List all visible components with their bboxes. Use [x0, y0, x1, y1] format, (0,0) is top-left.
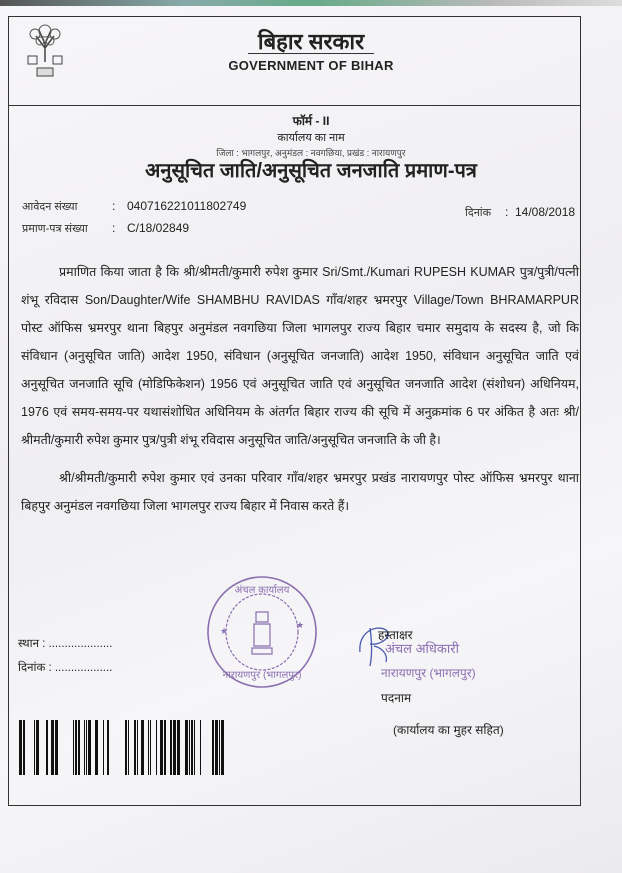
certificate-number-label: प्रमाण-पत्र संख्या [22, 223, 88, 235]
barcode-bar [36, 720, 39, 775]
barcode-bar [177, 720, 180, 775]
barcode-bar [189, 720, 190, 775]
barcode-bar [150, 720, 151, 775]
government-title-hindi: बिहार सरकार [257, 29, 365, 54]
barcode-bar [160, 720, 163, 775]
place-field: स्थान : .................... [18, 638, 113, 650]
barcode-bar [34, 720, 35, 775]
date-label: दिनांक [465, 207, 492, 219]
barcode-bar [128, 720, 129, 775]
barcode-bar [219, 720, 220, 775]
barcode-bar [103, 720, 104, 775]
certificate-title: अनुसूचित जाति/अनुसूचित जनजाति प्रमाण-पत्र [145, 160, 477, 182]
separator: : [112, 221, 116, 235]
barcode-bar [200, 720, 201, 775]
barcode-bar [107, 720, 109, 775]
barcode-bar [215, 720, 218, 775]
barcode-bar [51, 720, 54, 775]
barcode-bar [88, 720, 91, 775]
barcode-bar [221, 720, 224, 775]
office-name-label: कार्यालय का नाम [277, 132, 345, 144]
separator: : [505, 205, 509, 219]
office-seal-stamp [206, 576, 318, 688]
certificate-number-value: C/18/02849 [127, 221, 190, 235]
application-number-label: आवेदन संख्या [22, 201, 78, 213]
barcode-bar [55, 720, 58, 775]
barcode-bar [46, 720, 48, 775]
officer-stamp: अंचल अधिकारी [385, 641, 459, 656]
certification-paragraph: प्रमाणित किया जाता है कि श्री/श्रीमती/कुमारी रुपेश कुमार Sri/Smt./Kumari RUPESH KUMAR पुत्र/पुत्री/पत्नी शंभू रविदास Son/Daughter/Wife SHAMBHU RAVIDAS गाँव/शहर भ्रमरपुर Village/Town BHRAMARPUR पोस्ट ऑफिस भ्रमरपुर थाना बिहपुर अनुमंडल नवगछिया जिला भागलपुर राज्य बिहार चमार समुदाय के सदस्य है, जो कि संविधान (अनुसूचित जाति) आदेश 1950, संविधान (अनुसूचित जनजाति) आदेश 1950, संविधान अनुसूचित जाति एवं अनुसूचित जनजाति सूचि (मोडिफिकेशन) 1956 एवं अनुसूचित जाति एवं अनुसूचित जनजाति आदेश (संशोधन) अधिनियम, 1976 एवं समय-समय-पर यथासंशोधित अधिनियम के अंतर्गत बिहार राज्य की सूचि में अनुक्रमांक 6 पर अंकित है अतः श्री/श्रीमती/कुमारी रुपेश कुमार पुत्र/पुत्री शंभू रविदास अनुसूचित जाति/अनुसूचित जनजाति के जी है। [21, 265, 579, 447]
barcode-bar [141, 720, 144, 775]
date-value: 14/08/2018 [515, 205, 576, 219]
barcode-bar [148, 720, 149, 775]
barcode-bar [194, 720, 195, 775]
separator: : [112, 199, 116, 213]
seal-note: (कार्यालय का मुहर सहित) [393, 723, 504, 737]
barcode-bar [137, 720, 138, 775]
seal-top-text: अंचल कार्यालय [234, 585, 290, 596]
svg-text:★: ★ [220, 626, 229, 636]
barcode-bar [75, 720, 77, 775]
barcode-bar [173, 720, 176, 775]
signature-label: हस्ताक्षर [378, 628, 413, 642]
barcode-bar [134, 720, 136, 775]
barcode-bar [156, 720, 157, 775]
date-field: दिनांक : .................. [18, 662, 113, 674]
office-location: जिला : भागलपुर, अनुमंडल : नवगछिया, प्रखंड : नारायणपुर [216, 148, 406, 158]
barcode-bar [78, 720, 80, 775]
barcode-bar [125, 720, 127, 775]
barcode-bar [86, 720, 87, 775]
government-title-english: GOVERNMENT OF BIHAR [228, 58, 394, 73]
residence-paragraph: श्री/श्रीमती/कुमारी रुपेश कुमार एवं उनका परिवार गाँव/शहर भ्रमरपुर प्रखंड नारायणपुर पोस्ट ऑफिस भ्रमरपुर थाना बिहपुर अनुमंडल नवगछिया जिला भागलपुर राज्य बिहार में निवास करते हैं। [21, 471, 579, 513]
application-number-value: 040716221011802749 [127, 199, 247, 213]
barcode [15, 720, 228, 775]
officer-place-stamp: नारायणपुर (भागलपुर) [381, 666, 476, 680]
header-divider [8, 105, 581, 106]
barcode-bar [170, 720, 172, 775]
barcode-bar [191, 720, 193, 775]
barcode-bar [23, 720, 25, 775]
barcode-bar [164, 720, 166, 775]
barcode-bar [84, 720, 85, 775]
barcode-bar [185, 720, 188, 775]
title-underline [248, 53, 374, 54]
barcode-bar [95, 720, 98, 775]
svg-text:★: ★ [296, 620, 305, 630]
barcode-bar [73, 720, 74, 775]
barcode-bar [19, 720, 22, 775]
scan-edge [0, 0, 622, 6]
seal-bottom-text: नारायणपुर (भागलपुर) [222, 670, 302, 681]
designation-label: पदनाम [381, 691, 412, 705]
barcode-bar [212, 720, 214, 775]
form-number: फॉर्म - II [292, 114, 330, 128]
